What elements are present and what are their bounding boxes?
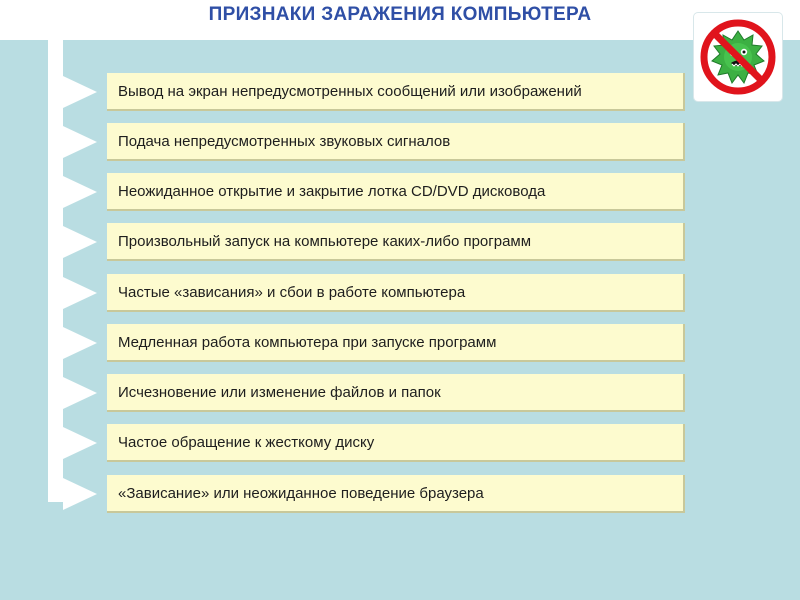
arrow-8 <box>63 427 97 459</box>
symptom-item-9: «Зависание» или неожиданное поведение браузера <box>107 475 685 513</box>
arrow-5 <box>63 277 97 309</box>
no-virus-badge <box>694 13 782 101</box>
arrow-6 <box>63 327 97 359</box>
arrow-4 <box>63 226 97 258</box>
no-virus-icon <box>694 13 782 101</box>
page-title: ПРИЗНАКИ ЗАРАЖЕНИЯ КОМПЬЮТЕРА <box>208 4 592 25</box>
symptom-item-5: Частые «зависания» и сбои в работе компьютера <box>107 274 685 312</box>
symptom-item-4: Произвольный запуск на компьютере каких-либо программ <box>107 223 685 261</box>
arrow-2 <box>63 126 97 158</box>
symptom-item-7: Исчезновение или изменение файлов и папок <box>107 374 685 412</box>
symptom-item-8: Частое обращение к жесткому диску <box>107 424 685 462</box>
list-spine <box>48 40 63 502</box>
symptom-item-2: Подача непредусмотренных звуковых сигналов <box>107 123 685 161</box>
symptom-item-6: Медленная работа компьютера при запуске программ <box>107 324 685 362</box>
arrow-9 <box>63 478 97 510</box>
arrow-1 <box>63 76 97 108</box>
symptom-item-3: Неожиданное открытие и закрытие лотка CD/DVD дисковода <box>107 173 685 211</box>
arrow-3 <box>63 176 97 208</box>
symptom-item-1: Вывод на экран непредусмотренных сообщений или изображений <box>107 73 685 111</box>
arrow-7 <box>63 377 97 409</box>
